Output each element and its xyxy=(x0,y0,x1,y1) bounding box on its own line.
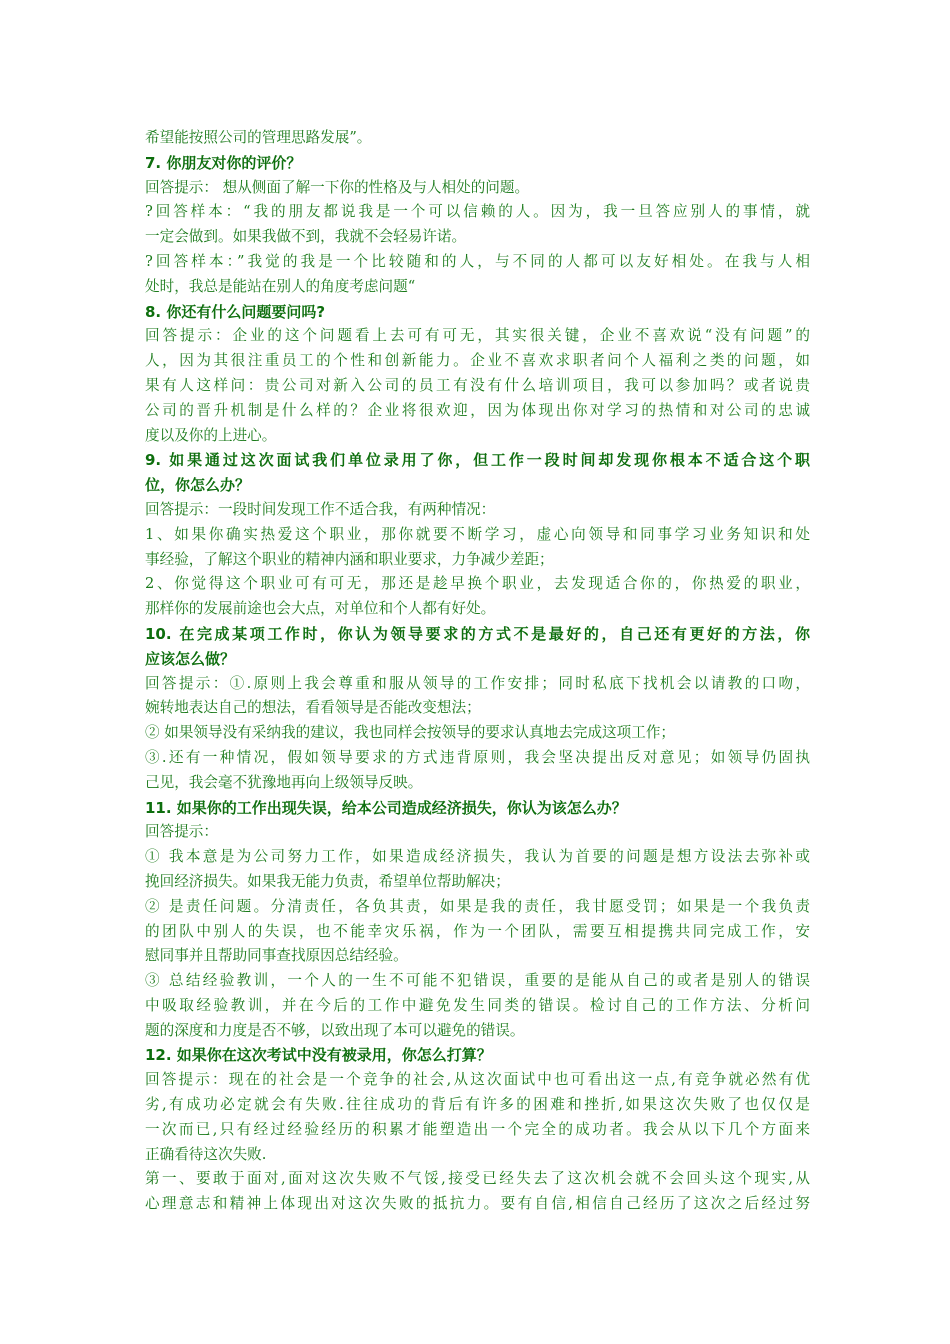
paragraph-line: 回答提示：现在的社会是一个竞争的社会,从这次面试中也可看出这一点,有竞争就必然有优 xyxy=(145,1071,810,1089)
paragraph-line: ?回答样本：”我觉的我是一个比较随和的人，与不同的人都可以友好相处。在我与人相 xyxy=(145,252,810,270)
paragraph-line: ① 我本意是为公司努力工作，如果造成经济损失，我认为首要的问题是想方设法去弥补或 xyxy=(145,848,810,866)
question-heading: 应该怎么做？ xyxy=(145,649,236,668)
paragraph-line: 回答提示： xyxy=(145,823,218,841)
paragraph-line: 回答提示： 想从侧面了解一下你的性格及与人相处的问题。 xyxy=(145,178,530,196)
paragraph-line: 一定会做到。如果我做不到，我就不会轻易许诺。 xyxy=(145,228,467,246)
document-page xyxy=(145,126,810,1217)
question-heading: 9. 如果通过这次面试我们单位录用了你，但工作一段时间却发现你根本不适合这个职 xyxy=(145,451,810,470)
paragraph-line: 正确看待这次失败. xyxy=(145,1145,267,1163)
paragraph-line: 度以及你的上进心。 xyxy=(145,426,277,444)
paragraph-line: ③ 总结经验教训，一个人的一生不可能不犯错误，重要的是能从自己的或者是别人的错误 xyxy=(145,972,810,990)
paragraph-line: 题的深度和力度是否不够，以致出现了本可以避免的错误。 xyxy=(145,1021,525,1039)
paragraph-line: ② 是责任问题。分清责任，各负其责，如果是我的责任，我甘愿受罚；如果是一个我负责 xyxy=(145,897,810,915)
question-heading: 12. 如果你在这次考试中没有被录用，你怎么打算？ xyxy=(145,1046,492,1065)
paragraph-line: 那样你的发展前途也会大点，对单位和个人都有好处。 xyxy=(145,600,496,618)
paragraph-line: 心理意志和精神上体现出对这次失败的抵抗力。要有自信,相信自己经历了这次之后经过努 xyxy=(145,1195,810,1213)
paragraph-line: 第一、要敢于面对,面对这次失败不气馁,接受已经失去了这次机会就不会回头这个现实,从 xyxy=(145,1170,810,1188)
paragraph-line: 慰同事并且帮助同事查找原因总结经验。 xyxy=(145,947,408,965)
paragraph-line: ③.还有一种情况，假如领导要求的方式违背原则，我会坚决提出反对意见；如领导仍固执 xyxy=(145,748,810,766)
paragraph-line: 事经验，了解这个职业的精神内涵和职业要求，力争减少差距； xyxy=(145,550,554,568)
paragraph-line: ?回答样本：“我的朋友都说我是一个可以信赖的人。因为，我一旦答应别人的事情，就 xyxy=(145,203,810,221)
paragraph-line: 回答提示：①.原则上我会尊重和服从领导的工作安排；同时私底下找机会以请教的口吻， xyxy=(145,674,810,692)
paragraph-line: 己见，我会毫不犹豫地再向上级领导反映。 xyxy=(145,773,423,791)
question-heading: 位，你怎么办？ xyxy=(145,476,251,495)
question-heading: 8. 你还有什么问题要问吗? xyxy=(145,302,326,321)
paragraph-line: 希望能按照公司的管理思路发展”。 xyxy=(145,129,372,146)
paragraph-line: 人，因为其很注重员工的个性和创新能力。企业不喜欢求职者问个人福利之类的问题，如 xyxy=(145,352,810,370)
paragraph-line: 公司的晋升机制是什么样的？企业将很欢迎，因为体现出你对学习的热情和对公司的忠诚 xyxy=(145,401,810,419)
paragraph-line: 的团队中别人的失误，也不能幸灾乐祸，作为一个团队，需要互相提携共同完成工作，安 xyxy=(145,922,810,940)
paragraph-line: 处时，我总是能站在别人的角度考虑问题“ xyxy=(145,277,416,295)
paragraph-line: ② 如果领导没有采纳我的建议，我也同样会按领导的要求认真地去完成这项工作； xyxy=(145,724,676,742)
paragraph-line: 挽回经济损失。如果我无能力负责，希望单位帮助解决； xyxy=(145,872,510,890)
question-heading: 10. 在完成某项工作时，你认为领导要求的方式不是最好的，自己还有更好的方法，你 xyxy=(145,624,810,643)
question-heading: 11. 如果你的工作出现失误，给本公司造成经济损失，你认为该怎么办？ xyxy=(145,798,627,817)
paragraph-line: 果有人这样问：贵公司对新入公司的员工有没有什么培训项目，我可以参加吗？或者说贵 xyxy=(145,376,810,394)
paragraph-line: 婉转地表达自己的想法，看看领导是否能改变想法； xyxy=(145,699,481,717)
paragraph-line: 回答提示：一段时间发现工作不适合我，有两种情况： xyxy=(145,500,496,518)
paragraph-line: 中吸取经验教训，并在今后的工作中避免发生同类的错误。检讨自己的工作方法、分析问 xyxy=(145,996,810,1014)
paragraph-line: 劣,有成功必定就会有失败.往往成功的背后有许多的困难和挫折,如果这次失败了也仅仅是 xyxy=(145,1096,810,1114)
paragraph-line: 回答提示：企业的这个问题看上去可有可无，其实很关键，企业不喜欢说“没有问题”的 xyxy=(145,327,810,345)
paragraph-line: 1、如果你确实热爱这个职业，那你就要不断学习，虚心向领导和同事学习业务知识和处 xyxy=(145,525,810,543)
paragraph-line: 2、你觉得这个职业可有可无，那还是趁早换个职业，去发现适合你的，你热爱的职业， xyxy=(145,575,810,593)
question-heading: 7. 你朋友对你的评价？ xyxy=(145,153,302,172)
paragraph-line: 一次而已,只有经过经验经历的积累才能塑造出一个完全的成功者。我会从以下几个方面来 xyxy=(145,1120,810,1138)
